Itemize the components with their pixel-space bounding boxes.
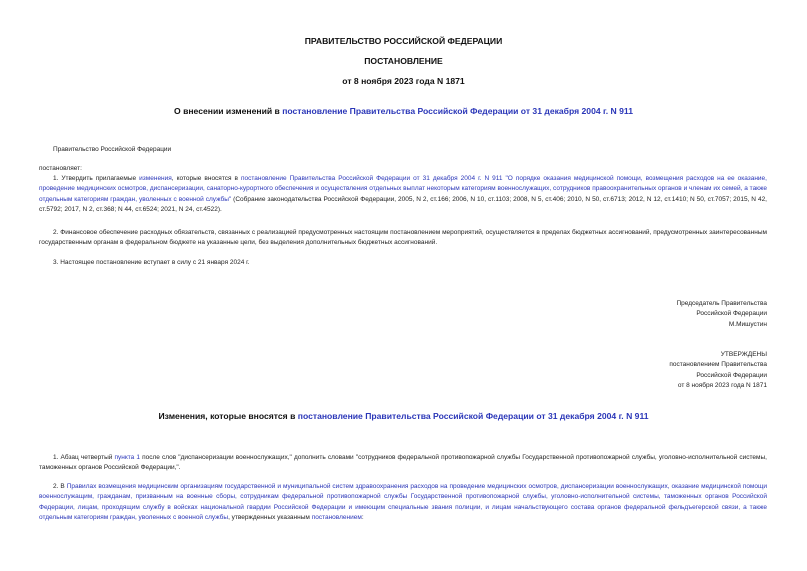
approved-by: постановлением Правительства bbox=[669, 361, 767, 369]
c2-text-b: , утвержденных указанным bbox=[228, 513, 312, 521]
approved-block bbox=[527, 350, 767, 392]
base-resolution-link[interactable]: постановление Правительства Российской Федерации от 31 декабря 2004 г. N 911 bbox=[282, 106, 633, 116]
p1-text-a: 1. Утвердить прилагаемые bbox=[53, 175, 140, 182]
paragraph-1 bbox=[39, 174, 767, 215]
approved-label: УТВЕРЖДЕНЫ bbox=[720, 351, 767, 358]
rules-link[interactable]: Правилах возмещения медицинским организациям государственной и муниципальной систем здравоохранения расходов на проведение медицинских осмотров, диспансеризации военнослужащих, оказание медицинской помощи военнослужащим, гражданам, призванным на военные сборы, сотрудникам федеральной противопожарной службы Государственной противопожарной службы, уголовно-исполнительной системы, таможенных органов Российской Федерации, лицам, проходящим службу в войсках национальной гвардии Российской Федерации и имеющим специальные звания полиции, и лицам начальствующего состава органов федеральной фельдъегерской связи, а также отдельным категориям граждан, уволенных с военной службы bbox=[39, 483, 767, 521]
clause-1-link[interactable]: пункта 1 bbox=[114, 454, 140, 461]
signature-block bbox=[527, 299, 767, 330]
resolution-911-link[interactable]: постановление Правительства Российской Федерации от 31 декабря 2004 г. N 911 "О порядке оказания медицинской помощи, возмещения расходов на ее оказание, проведение медицинских осмотров, диспансеризации, санаторно-курортного обеспечения и осуществления отдельных выплат некоторым категориям военнослужащих, сотрудников правоохранительных органов и членам их семей, а также отдельным категориям граждан, уволенных с военной службы" bbox=[39, 175, 767, 203]
decrees-text: постановляет: bbox=[39, 165, 82, 172]
approved-date: от 8 ноября 2023 года N 1871 bbox=[677, 382, 767, 390]
changes-title bbox=[0, 411, 807, 421]
document-title bbox=[0, 106, 807, 116]
change-1 bbox=[39, 453, 767, 474]
doc-type-heading: ПОСТАНОВЛЕНИЕ bbox=[364, 56, 443, 66]
signature-position: Председатель Правительства bbox=[676, 300, 767, 307]
paragraph-2: 2. Финансовое обеспечение расходных обязательств, связанных с реализацией предусмотренных настоящим постановлением мероприятий, осуществляется в пределах бюджетных ассигнований, предусмотренных заинтересованным государственным органам в федеральном бюджете на указанные цели, без выделения дополнительных бюджетных ассигнований. bbox=[39, 229, 767, 247]
c2-text-a: 2. В bbox=[53, 483, 67, 490]
issuer-text: Правительство Российской Федерации bbox=[53, 146, 172, 153]
c1-text-b: после слов "диспансеризации военнослужащих," дополнить словами "сотрудников федеральной противопожарной службы Государственной противопожарной службы, уголовно-исполнительной системы, таможенных органов Российской Федерации,". bbox=[39, 454, 767, 472]
paragraph-3: 3. Настоящее постановление вступает в силу с 21 января 2024 г. bbox=[53, 259, 250, 266]
date-number-heading: от 8 ноября 2023 года N 1871 bbox=[342, 76, 465, 86]
approved-country: Российской Федерации bbox=[696, 371, 767, 379]
org-heading: ПРАВИТЕЛЬСТВО РОССИЙСКОЙ ФЕДЕРАЦИИ bbox=[304, 36, 503, 46]
p1-text-b: , которые вносятся в bbox=[171, 175, 241, 182]
changes-base-resolution-link[interactable]: постановление Правительства Российской Федерации от 31 декабря 2004 г. N 911 bbox=[297, 411, 649, 421]
signature-country: Российской Федерации bbox=[696, 310, 767, 318]
p1-text-c: (Собрание законодательства Российской Федерации, 2005, N 2, ст.166; 2006, N 10, ст.1103; 2008, N 5, ст.406; 2010, N 50, ст.6713; 2012, N 12, ст.1410; N 50, ст.7057; 2015, N 42, ст.5792; 2017, N 2, ст.368; N 44, ст.6524; 2021, N 24, ст.4522). bbox=[39, 195, 767, 213]
signature-name: М.Мишустин bbox=[728, 320, 767, 328]
changes-title-prefix: Изменения, которые вносятся в bbox=[158, 411, 298, 421]
c1-text-a: 1. Абзац четвертый bbox=[53, 454, 115, 461]
resolution-link[interactable]: постановлением bbox=[311, 513, 362, 521]
change-2 bbox=[39, 482, 767, 523]
changes-link[interactable]: изменения bbox=[139, 175, 172, 182]
document-title-prefix: О внесении изменений в bbox=[174, 106, 283, 116]
c2-text-c: : bbox=[361, 513, 364, 521]
